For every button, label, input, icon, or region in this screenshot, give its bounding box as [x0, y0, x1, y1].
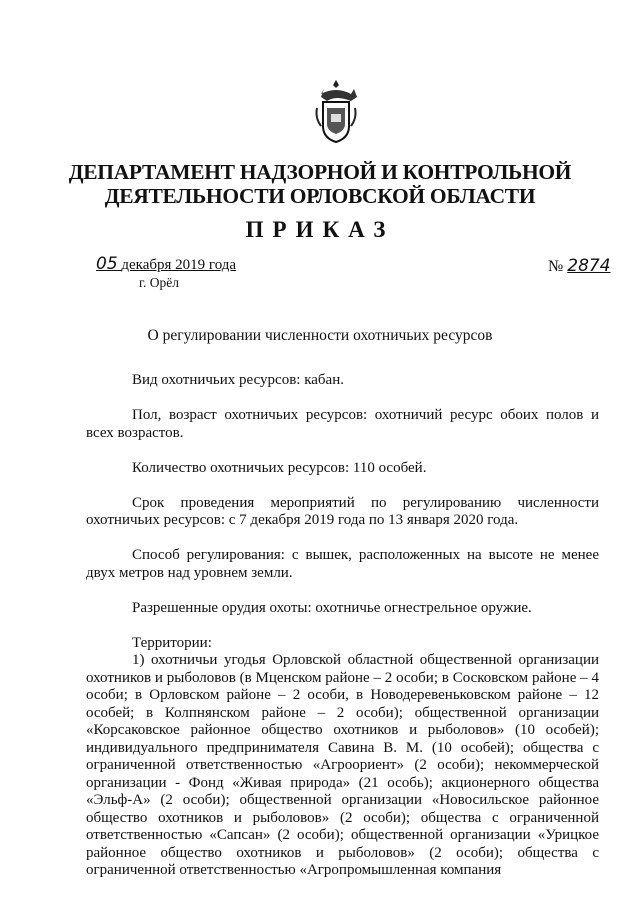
paragraph-resource-type: Вид охотничьих ресурсов: кабан.: [132, 372, 344, 388]
order-subject: О регулировании численности охотничьих ресурсов: [147, 327, 493, 344]
number-label: №: [548, 258, 564, 275]
paragraph-sex-age: Пол, возраст охотничьих ресурсов: охотничий ресурс обоих полов и всех возрастов.: [86, 407, 599, 441]
city-label: г. Орёл: [139, 275, 179, 290]
order-date: [96, 254, 236, 274]
number-handwritten: 2874: [567, 256, 611, 276]
order-title: ПРИКАЗ: [245, 217, 395, 242]
paragraph-territories-list: 1) охотничьи угодья Орловской областной общественной организации охотников и рыболовов (в Мценском районе – 2 особи; в Сосковском районе – 4 особи; в Орловском районе – 2 особи, в Новодеревеньковском районе – 12 особей; в Колпнянском районе – 2 особи); общественной организации «Корсаковское районное общество охотников и рыболовов» (10 особей); индивидуального предпринимателя Савина В. М. (10 особей); общества с ограниченной ответственностью «Агроориент» (2 особи); некоммерческой организации - Фонд «Живая природа» (21 особь); акционерного общества «Эльф-А» (2 особи); общественной организации «Новосильское районное общество охотников и рыболовов» (2 особи); общества с ограниченной ответственностью «Сапсан» (2 особи); общественной организации «Урицкое районное общество охотников и рыболовов» (2 особи); общества с ограниченной ответственностью «Агропромышленная компания: [86, 652, 599, 878]
paragraph-quantity: Количество охотничьих ресурсов: 110 особей.: [132, 459, 427, 476]
coat-of-arms-emblem: [313, 78, 359, 144]
paragraph-method: Способ регулирования: с вышек, расположенных на высоте не менее двух метров над уровнем земли.: [86, 547, 599, 581]
paragraph-period: Срок проведения мероприятий по регулированию численности охотничьих ресурсов: с 7 декабря 2019 года по 13 января 2020 года.: [86, 494, 599, 528]
order-body: [86, 372, 599, 897]
department-line-1: ДЕПАРТАМЕНТ НАДЗОРНОЙ И КОНТРОЛЬНОЙ: [68, 160, 572, 184]
order-number: [548, 256, 611, 276]
paragraph-territories-label: Территории:: [132, 634, 212, 651]
department-heading: [0, 160, 640, 208]
department-line-2: ДЕЯТЕЛЬНОСТИ ОРЛОВСКОЙ ОБЛАСТИ: [104, 184, 536, 208]
date-day-handwritten: 05: [96, 254, 118, 274]
date-rest: декабря 2019 года: [121, 257, 237, 273]
paragraph-weapons: Разрешенные орудия охоты: охотничье огнестрельное оружие.: [132, 599, 532, 616]
